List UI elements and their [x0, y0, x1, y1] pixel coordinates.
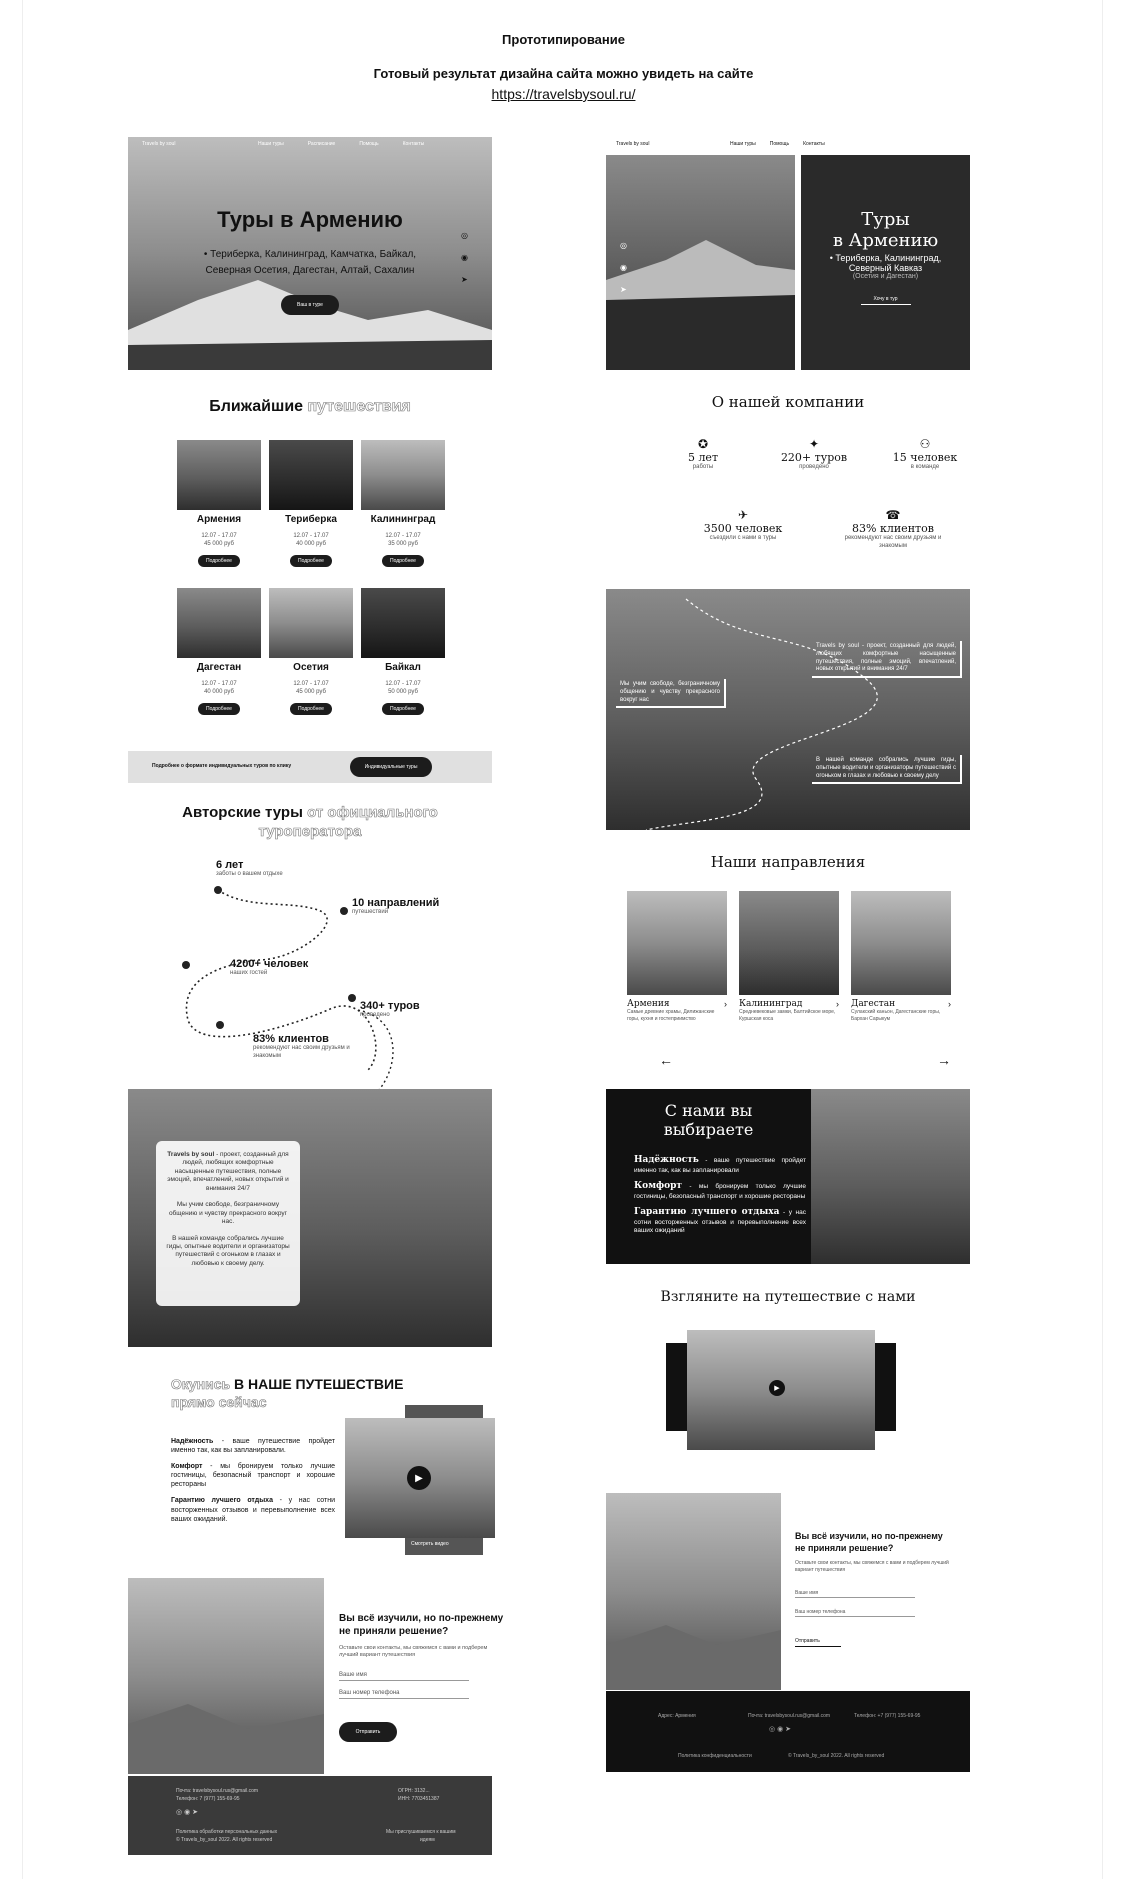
trip-name: Армения	[196, 514, 242, 525]
company-stat-label: рекомендуют нас своим друзьям и знакомым	[844, 535, 942, 549]
collage-route	[606, 589, 970, 830]
trip-card[interactable]	[269, 440, 353, 567]
page-title: Прототипирование	[502, 32, 625, 47]
left-footer-ogrn: ОГРН: 3132...	[398, 1788, 430, 1794]
left-footer-phone[interactable]: Телефон: 7 (977) 155-69-95	[176, 1796, 240, 1802]
video-player[interactable]	[687, 1330, 875, 1450]
page-subtitle: Готовый результат дизайна сайта можно увидеть на сайте	[373, 66, 754, 81]
trip-photo	[361, 440, 445, 510]
about-brand: Travels by soul	[167, 1151, 215, 1158]
choose-section	[606, 1089, 970, 1264]
trip-date: 12.07 - 17.07	[293, 681, 329, 687]
dive-title-outline: Окунись	[171, 1376, 231, 1392]
chevron-right-icon[interactable]: ›	[948, 999, 951, 1009]
mountain-illustration	[128, 260, 492, 370]
right-hero-panel	[801, 155, 970, 370]
direction-name: Калининград	[739, 999, 803, 1009]
trip-photo	[361, 588, 445, 658]
author-stat-value: 10 направлений	[352, 897, 440, 909]
nearest-title	[128, 398, 492, 416]
arrow-right-icon[interactable]: →	[937, 1052, 951, 1068]
collage-section	[606, 589, 970, 830]
left-footer-mail[interactable]: Почта: travelsbysoul.rus@gmail.com	[176, 1788, 259, 1794]
left-hero-sub1: • Териберка, Калининград, Камчатка, Байкал,	[203, 249, 417, 260]
trip-photo	[177, 440, 261, 510]
dive-title-outline-2: прямо сейчас	[171, 1394, 267, 1410]
video-preview[interactable]	[345, 1418, 495, 1538]
trip-card[interactable]	[361, 588, 445, 715]
whatsapp-icon[interactable]: ◉	[620, 263, 627, 272]
company-stat	[843, 508, 943, 551]
route-dot	[182, 961, 190, 969]
right-hero	[606, 137, 970, 370]
author-stat	[360, 1000, 420, 1020]
choose-item-title: Комфорт	[634, 1181, 682, 1192]
right-hero-title-2: в Армению	[832, 230, 939, 251]
trip-photo	[269, 588, 353, 658]
direction-name: Дагестан	[851, 999, 896, 1009]
left-hero-sub2: Северная Осетия, Дагестан, Алтай, Сахалин	[205, 265, 415, 276]
right-form-desc: Оставьте свои контакты, мы свяжемся с вами и подберем лучший вариант путешествия	[795, 1560, 949, 1573]
dive-item-title: Гарантию лучшего отдыха	[171, 1497, 273, 1505]
individual-band-text: Подробнее о формате индивидуальных туров по клику	[152, 763, 292, 769]
trip-price: 50 000 руб	[388, 688, 418, 695]
whatsapp-icon[interactable]: ◉	[184, 1809, 191, 1816]
dive-item-text: - мы бронируем только лучшие гостиницы, безопасный транспорт и хорошие рестораны	[171, 1463, 335, 1489]
choose-item-text: - мы бронируем только лучшие гостиницы, безопасный транспорт и хорошие рестораны	[634, 1183, 806, 1200]
mountain-illustration	[606, 1600, 781, 1690]
left-footer-note: Мы прислушиваемся к вашим	[386, 1829, 456, 1835]
choose-item-title: Надёжность	[634, 1155, 699, 1165]
instagram-icon[interactable]: ◎	[461, 231, 468, 240]
directions-title: Наши направления	[710, 853, 866, 871]
about-section	[128, 1089, 492, 1347]
company-title: О нашей компании	[711, 393, 865, 411]
right-footer-phone[interactable]: Телефон: +7 (977) 155-69-95	[854, 1713, 921, 1719]
about-card	[156, 1141, 300, 1306]
trip-more-button[interactable]: Подробнее	[290, 703, 332, 715]
right-hero-nav	[730, 141, 825, 147]
left-form-phone-placeholder: Ваш номер телефона	[339, 1690, 400, 1696]
mountain-illustration	[128, 1684, 324, 1774]
direction-photo	[739, 891, 839, 995]
left-hero-logo[interactable]: Travels by soul	[142, 141, 176, 147]
right-form-name-placeholder: Ваше имя	[795, 1590, 819, 1596]
right-footer	[606, 1691, 970, 1772]
dive-item-text: - ваше путешествие пройдет именно так, как вы запланировали.	[171, 1438, 335, 1455]
canvas	[22, 0, 1103, 1879]
right-hero-button[interactable]: Хочу в тур	[861, 296, 911, 305]
left-form-submit[interactable]: Отправить	[339, 1722, 397, 1742]
dive-item-title: Комфорт	[171, 1463, 203, 1471]
trip-name: Териберка	[285, 514, 337, 525]
company-stat-label: работы	[692, 464, 714, 470]
right-footer-mail[interactable]: Почта: travelsbysoul.rus@gmail.com	[748, 1713, 831, 1719]
nav-contacts[interactable]: Контакты	[402, 141, 425, 147]
author-stat	[352, 897, 439, 917]
telegram-icon[interactable]: ➤	[620, 285, 627, 294]
trip-more-button[interactable]: Подробнее	[198, 555, 240, 567]
direction-card[interactable]	[627, 891, 727, 1022]
right-footer-social	[769, 1725, 791, 1733]
trip-price: 45 000 руб	[296, 688, 326, 695]
chevron-right-icon[interactable]: ›	[836, 999, 839, 1009]
left-form-desc: Оставьте свои контакты, мы свяжемся с вами и подберем лучший вариант путешествия	[339, 1645, 488, 1659]
right-form-title: Вы всё изучили, но по-прежнему не приняли решение?	[795, 1531, 943, 1553]
right-hero-logo[interactable]: Travels by soul	[616, 141, 650, 147]
right-form-submit[interactable]: Отправить	[795, 1638, 841, 1647]
nav-tours[interactable]: Наши туры	[258, 141, 284, 147]
choose-title-1: С нами вы	[664, 1101, 753, 1120]
left-hero-nav	[258, 141, 436, 147]
author-stat-label: проведено	[360, 1012, 390, 1018]
instagram-icon[interactable]: ◎	[620, 241, 627, 250]
company-stat-label: съездили с нами в туры	[709, 535, 777, 541]
field-underline	[795, 1597, 915, 1598]
left-form-name-placeholder: Ваше имя	[339, 1672, 367, 1678]
left-form-title: Вы всё изучили, но по-прежнему не приняли решение?	[339, 1613, 504, 1637]
route-dot	[348, 994, 356, 1002]
instagram-icon[interactable]: ◎	[769, 1726, 776, 1733]
trip-date: 12.07 - 17.07	[293, 533, 329, 539]
right-hero-social	[620, 235, 627, 301]
left-hero-social	[461, 225, 468, 291]
trip-price: 40 000 руб	[296, 540, 326, 547]
phone-icon: ☎	[885, 508, 901, 522]
about-text-3: В нашей команде собрались лучшие гиды, опытные водители и организаторы путешествий с огоньком в глазах и любовью к своему делу.	[166, 1234, 290, 1267]
author-stat	[253, 1033, 353, 1061]
choose-title-2: выбираете	[663, 1120, 754, 1140]
trip-name: Дагестан	[196, 662, 242, 673]
trip-price: 45 000 руб	[204, 540, 234, 547]
dive-title	[171, 1375, 403, 1411]
nav-contacts[interactable]: Контакты	[803, 141, 825, 147]
trip-more-button[interactable]: Подробнее	[198, 703, 240, 715]
plane-icon: ✈	[737, 508, 749, 522]
video-section-title: Взгляните на путешествие с нами	[660, 1289, 916, 1305]
right-form-name-field[interactable]	[795, 1590, 915, 1598]
collage-text-2: Мы учим свободе, безграничному общению и чувству прекрасного вокруг нас	[616, 679, 726, 708]
collage-text-1: Travels by soul - проект, созданный для людей, любящих комфортные насыщенные путешествия, полные эмоций, впечатлений, новых открытий и внимания 24/7	[812, 641, 962, 678]
play-icon[interactable]: ▶	[769, 1380, 785, 1396]
trip-photo	[177, 588, 261, 658]
author-stat-value: 4200+ человек	[230, 958, 309, 970]
direction-card[interactable]	[851, 891, 951, 1022]
company-stat	[774, 437, 854, 472]
whatsapp-icon[interactable]: ◉	[461, 253, 468, 262]
author-stat-value: 83% клиентов	[253, 1033, 329, 1045]
field-underline	[795, 1616, 915, 1617]
field-underline	[339, 1698, 469, 1699]
route-dot	[340, 907, 348, 915]
left-hero	[128, 137, 492, 370]
trip-photo	[269, 440, 353, 510]
dive-title-bold: В НАШЕ ПУТЕШЕСТВИЕ	[234, 1376, 404, 1392]
play-icon[interactable]: ▶	[407, 1466, 431, 1490]
trip-date: 12.07 - 17.07	[385, 681, 421, 687]
direction-desc: Средневековые замки, Балтийское море, Куршская коса	[739, 1009, 836, 1022]
company-stat-value: 15 человек	[892, 451, 958, 464]
trip-date: 12.07 - 17.07	[385, 533, 421, 539]
individual-band	[128, 751, 492, 783]
author-title	[128, 803, 492, 841]
right-footer-copy: © Travels_by_soul 2022. All rights reserved	[788, 1753, 885, 1759]
author-stat	[230, 958, 308, 978]
route-dot	[216, 1021, 224, 1029]
left-form-photo	[128, 1578, 324, 1774]
about-text-1: - проект, созданный для людей, любящих комфортные насыщенные путешествия, полные эмоций, впечатлений, новых открытий и внимания 24/7	[167, 1151, 289, 1192]
trip-card[interactable]	[177, 440, 261, 567]
nearest-title-bold: Ближайшие	[209, 398, 304, 415]
choose-item-text: - у нас сотни восторженных отзывов и перевыполнение всех ваших ожиданий	[634, 1209, 806, 1235]
left-footer	[128, 1776, 492, 1855]
direction-desc: Сулакский каньон, Дагестанские горы, Бархан Сарыкум	[851, 1009, 941, 1022]
route-dot	[214, 886, 222, 894]
dive-item-text: - у нас сотни восторженных отзывов и перевыполнение всех ваших ожиданий.	[171, 1497, 335, 1523]
author-stat-value: 340+ туров	[360, 1000, 420, 1012]
instagram-icon[interactable]: ◎	[176, 1809, 183, 1816]
individual-tours-button[interactable]: Индивидуальные туры	[350, 757, 432, 777]
trip-card[interactable]	[361, 440, 445, 567]
left-form-name-field[interactable]	[339, 1672, 469, 1681]
direction-photo	[851, 891, 951, 995]
trip-name: Осетия	[293, 662, 329, 673]
left-footer-note-2: идеям	[420, 1837, 435, 1843]
trip-card[interactable]	[269, 588, 353, 715]
author-stat-label: путешествий	[352, 909, 389, 915]
trip-date: 12.07 - 17.07	[201, 681, 237, 687]
author-title-outline: от официального	[307, 804, 438, 821]
direction-name: Армения	[627, 999, 670, 1009]
trip-date: 12.07 - 17.07	[201, 533, 237, 539]
nav-help[interactable]: Помощь	[769, 141, 790, 147]
chevron-right-icon[interactable]: ›	[724, 999, 727, 1009]
left-footer-inn: ИНН: 7703451387	[398, 1796, 440, 1802]
company-stat	[693, 508, 793, 543]
direction-photo	[627, 891, 727, 995]
company-stat	[663, 437, 743, 472]
company-stat-value: 83% клиентов	[852, 522, 934, 535]
telegram-icon[interactable]: ➤	[461, 275, 468, 284]
mountain-illustration	[606, 220, 795, 370]
choose-title	[606, 1101, 811, 1139]
choose-item-text: - ваше путешествие пройдет именно так, как вы запланировали	[634, 1157, 806, 1174]
telegram-icon[interactable]: ➤	[192, 1809, 198, 1816]
right-hero-sub-3: (Осетия и Дагестан)	[852, 273, 919, 280]
trip-name: Калининград	[370, 514, 436, 525]
award-icon: ✪	[697, 437, 709, 451]
right-hero-photo	[606, 155, 795, 370]
nav-schedule[interactable]: Расписание	[307, 141, 336, 147]
left-hero-button[interactable]: Ваш в туре	[281, 295, 339, 315]
trip-price: 40 000 руб	[204, 688, 234, 695]
trip-more-button[interactable]: Подробнее	[382, 703, 424, 715]
left-footer-social	[176, 1808, 198, 1816]
choose-list	[634, 1155, 806, 1236]
author-title-outline-2: туроператора	[258, 823, 362, 840]
company-stat-value: 5 лет	[687, 451, 719, 464]
company-stat-value: 3500 человек	[703, 522, 783, 535]
collage-text-3: В нашей команде собрались лучшие гиды, опытные водители и организаторы путешествий с огоньком в глазах и любовью к своему делу	[812, 755, 962, 784]
author-stat-label: наших гостей	[230, 970, 268, 976]
arrow-left-icon[interactable]: ←	[659, 1052, 673, 1068]
direction-desc: Самые древние храмы, Дилижанские горы, кухня и гостеприимство	[627, 1009, 715, 1022]
nav-help[interactable]: Помощь	[359, 141, 379, 147]
dive-item-title: Надёжность	[171, 1438, 214, 1445]
trip-more-button[interactable]: Подробнее	[382, 555, 424, 567]
choose-item-title: Гарантию лучшего отдыха	[634, 1207, 780, 1218]
right-form-phone-field[interactable]	[795, 1609, 915, 1617]
right-hero-sub-1: • Териберка, Калининград,	[829, 253, 942, 263]
author-stat	[216, 859, 283, 879]
right-form-phone-placeholder: Ваш номер телефона	[795, 1609, 846, 1615]
right-form-photo	[606, 1493, 781, 1690]
right-hero-sub-2: Северный Кавказ	[848, 263, 923, 273]
company-stat	[885, 437, 965, 472]
right-footer-policy[interactable]: Политика конфиденциальности	[678, 1753, 752, 1759]
company-stat-value: 220+ туров	[780, 451, 848, 464]
whatsapp-icon[interactable]: ◉	[777, 1726, 784, 1733]
left-form-phone-field[interactable]	[339, 1690, 469, 1699]
dive-list	[171, 1437, 335, 1524]
nav-tours[interactable]: Наши туры	[730, 141, 756, 147]
video-caption[interactable]: Смотреть видео	[411, 1541, 449, 1547]
nearest-title-outline: путешествия	[307, 398, 411, 415]
trip-card[interactable]	[177, 588, 261, 715]
trip-price: 35 000 руб	[388, 540, 418, 547]
telegram-icon[interactable]: ➤	[785, 1726, 791, 1733]
site-link[interactable]: https://travelsbysoul.ru/	[491, 86, 636, 102]
field-underline	[339, 1680, 469, 1681]
author-stat-label: заботы о вашем отдыхе	[216, 871, 283, 877]
about-text-2: Мы учим свободе, безграничному общению и чувству прекрасного вокруг нас.	[168, 1201, 288, 1226]
author-stat-value: 6 лет	[216, 859, 244, 871]
route-map	[128, 850, 492, 1100]
choose-photo	[811, 1089, 970, 1264]
right-hero-title-1: Туры	[861, 209, 910, 230]
route-icon: ✦	[808, 437, 820, 451]
author-stat-label: рекомендуют нас своим друзьям и знакомым	[253, 1045, 350, 1059]
direction-card[interactable]	[739, 891, 839, 1022]
trip-more-button[interactable]: Подробнее	[290, 555, 332, 567]
left-hero-title: Туры в Армению	[217, 207, 403, 232]
company-stat-label: в команде	[910, 464, 940, 470]
trip-name: Байкал	[385, 662, 421, 673]
team-icon: ⚇	[919, 437, 931, 451]
author-title-bold: Авторские туры	[182, 804, 303, 821]
company-stat-label: проведено	[799, 464, 829, 470]
left-footer-policy[interactable]: Политика обработки персональных данных	[176, 1829, 278, 1835]
right-footer-address: Адрес: Армения	[658, 1713, 696, 1719]
left-footer-copy: © Travels_by_soul 2022. All rights reserved	[176, 1837, 273, 1843]
